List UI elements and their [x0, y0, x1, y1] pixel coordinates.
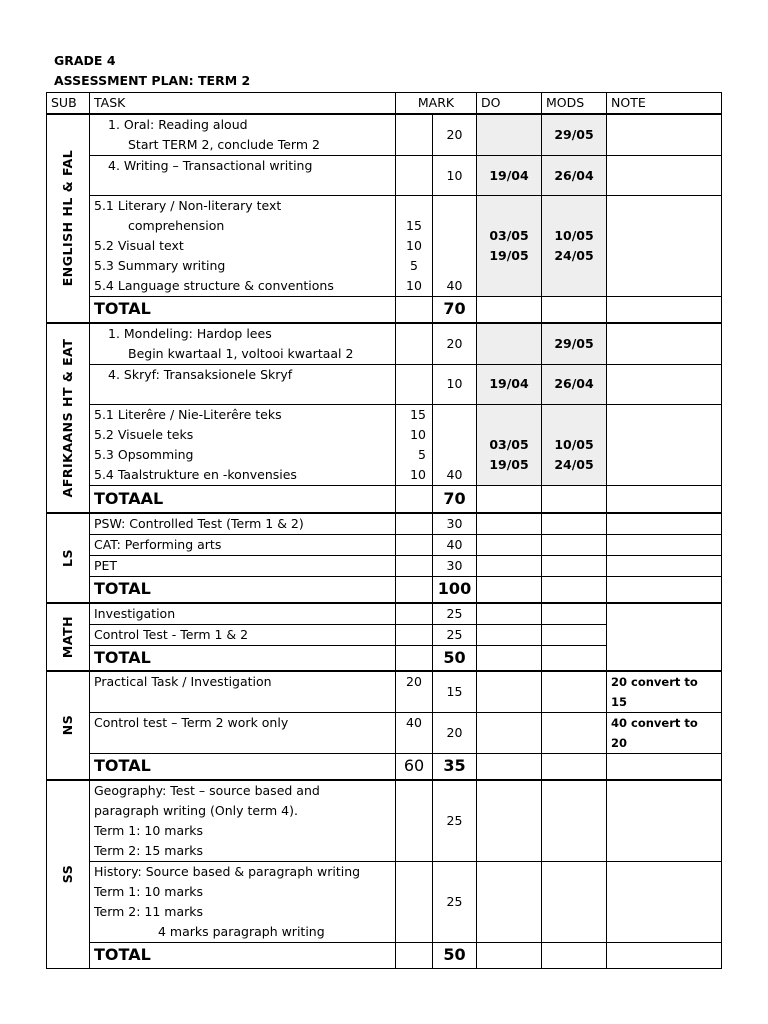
do-cell: 03/05 19/05	[477, 404, 542, 485]
mark-cell: 10	[433, 156, 477, 196]
header-do: DO	[477, 93, 542, 115]
table-row	[47, 156, 722, 196]
subject-label-afrikaans: AFRIKAANS HT & EAT	[47, 323, 90, 514]
header-row	[47, 93, 722, 115]
task-cell: Geography: Test – source based and paragraph writing (Only term 4). Term 1: 10 marks Term 2: 15 marks	[90, 780, 396, 862]
header-note: NOTE	[607, 93, 722, 115]
header-sub: SUB	[47, 93, 90, 115]
mods-cell: 26/04	[542, 364, 607, 404]
task-cell: Investigation	[90, 603, 396, 625]
table-row	[47, 671, 722, 713]
total-label: TOTAL	[90, 577, 396, 603]
raw-mark-cell: 40	[396, 713, 433, 754]
mark-cell: 40	[433, 404, 477, 485]
mods-cell: 29/05	[542, 114, 607, 156]
task-cell: 4. Skryf: Transaksionele Skryf	[90, 364, 396, 404]
assessment-plan-title: ASSESSMENT PLAN: TERM 2	[54, 73, 251, 88]
do-cell: 19/04	[477, 156, 542, 196]
mods-cell: 29/05	[542, 323, 607, 365]
note-cell: 40 convert to 20	[607, 713, 722, 754]
mods-cell: 26/04	[542, 156, 607, 196]
subject-label-ss: SS	[47, 780, 90, 969]
total-label: TOTAL	[90, 297, 396, 323]
table-row	[47, 556, 722, 577]
total-value: 100	[433, 577, 477, 603]
header-mark: MARK	[396, 93, 477, 115]
mark-cell: 30	[433, 513, 477, 535]
mark-cell: 30	[433, 556, 477, 577]
total-value: 70	[433, 297, 477, 323]
table-row	[47, 713, 722, 754]
table-row	[47, 114, 722, 156]
task-cell: PSW: Controlled Test (Term 1 & 2)	[90, 513, 396, 535]
total-value: 50	[433, 942, 477, 968]
table-row	[47, 603, 722, 625]
total-value: 50	[433, 645, 477, 671]
mark-cell: 25	[433, 624, 477, 645]
total-label: TOTAL	[90, 754, 396, 780]
table-row	[47, 861, 722, 942]
grade-title: GRADE 4	[54, 53, 116, 68]
task-cell: Control test – Term 2 work only	[90, 713, 396, 754]
mark-cell: 20	[433, 114, 477, 156]
total-row	[47, 577, 722, 603]
table-row	[47, 196, 722, 297]
total-value: 35	[433, 754, 477, 780]
total-row	[47, 297, 722, 323]
do-cell: 19/04	[477, 364, 542, 404]
mods-cell: 10/05 24/05	[542, 196, 607, 297]
note-cell: 20 convert to 15	[607, 671, 722, 713]
raw-mark-cell: 15 10 5 10	[396, 196, 433, 297]
mark-cell: 20	[433, 713, 477, 754]
task-cell: 4. Writing – Transactional writing	[90, 156, 396, 196]
mark-cell: 15	[433, 671, 477, 713]
table-row	[47, 404, 722, 485]
mark-cell: 40	[433, 535, 477, 556]
mods-cell: 10/05 24/05	[542, 404, 607, 485]
assessment-plan-table	[46, 92, 722, 969]
total-label: TOTAAL	[90, 485, 396, 513]
table-row	[47, 513, 722, 535]
header-task: TASK	[90, 93, 396, 115]
task-cell: 5.1 Literêre / Nie-Literêre teks 5.2 Visuele teks 5.3 Opsomming 5.4 Taalstrukture en -konvensies	[90, 404, 396, 485]
raw-mark-cell: 20	[396, 671, 433, 713]
table-row	[47, 780, 722, 862]
raw-mark-cell: 15 10 5 10	[396, 404, 433, 485]
task-cell: Control Test - Term 1 & 2	[90, 624, 396, 645]
mark-cell: 20	[433, 323, 477, 365]
task-cell: PET	[90, 556, 396, 577]
subject-label-math: MATH	[47, 603, 90, 672]
total-raw-value: 60	[396, 754, 433, 780]
table-row	[47, 535, 722, 556]
do-cell: 03/05 19/05	[477, 196, 542, 297]
mark-cell: 40	[433, 196, 477, 297]
header-mods: MODS	[542, 93, 607, 115]
total-value: 70	[433, 485, 477, 513]
task-cell: 1. Oral: Reading aloud Start TERM 2, conclude Term 2	[90, 114, 396, 156]
table-row	[47, 364, 722, 404]
mark-cell: 10	[433, 364, 477, 404]
task-cell: CAT: Performing arts	[90, 535, 396, 556]
total-row	[47, 754, 722, 780]
subject-label-ns: NS	[47, 671, 90, 780]
mark-cell: 25	[433, 780, 477, 862]
subject-label-english: ENGLISH HL & FAL	[47, 114, 90, 323]
task-cell: History: Source based & paragraph writing Term 1: 10 marks Term 2: 11 marks 4 marks paragraph writing	[90, 861, 396, 942]
task-cell: 5.1 Literary / Non-literary text comprehension 5.2 Visual text 5.3 Summary writing 5.4 Language structure & conventions	[90, 196, 396, 297]
total-label: TOTAL	[90, 942, 396, 968]
subject-label-ls: LS	[47, 513, 90, 603]
mark-cell: 25	[433, 861, 477, 942]
table-row	[47, 323, 722, 365]
total-label: TOTAL	[90, 645, 396, 671]
total-row	[47, 942, 722, 968]
total-row	[47, 485, 722, 513]
task-cell: Practical Task / Investigation	[90, 671, 396, 713]
mark-cell: 25	[433, 603, 477, 625]
task-cell: 1. Mondeling: Hardop lees Begin kwartaal 1, voltooi kwartaal 2	[90, 323, 396, 365]
